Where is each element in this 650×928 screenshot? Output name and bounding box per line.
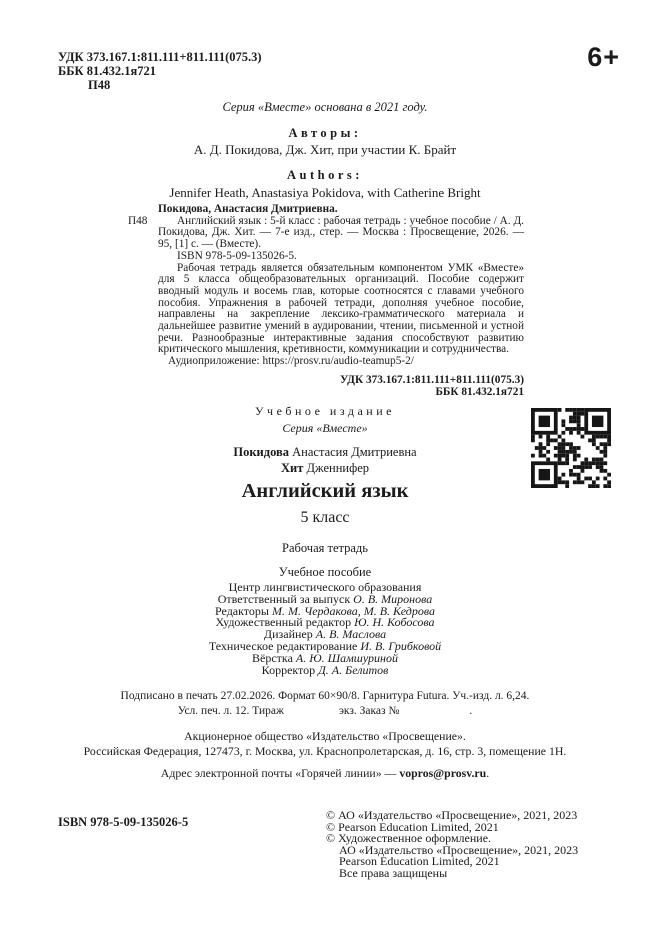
publisher-info: [0, 729, 650, 781]
print-info: [0, 689, 650, 718]
authors-ru: А. Д. Покидова, Дж. Хит, при участии К. Брайт: [193, 142, 457, 157]
biblio-entry: [128, 216, 524, 251]
annotation-text: Рабочая тетрадь является обязательным компонентом УМК «Вместе» для 5 класса общеобразовательных организаций. Пособие содержит вводный модуль и восемь глав, которые соотносятся с главами учебного пособия. Упражнения в рабочей тетради, дополняя учебное пособие, направлены на закрепление лексико-грамматического материала и дальнейшее развитие умений в аудировании, чтении, письменной и устной речи. Разнообразные интерактивные задания способствуют развитию критического мышления, кретивности, коммуникации и сотрудничества.: [158, 261, 524, 356]
udk-code-right: УДК 373.167.1:811.111+811.111(075.3): [340, 373, 524, 386]
book-title: Английский язык: [241, 480, 409, 502]
credit-line: Корректор Д. А. Белитов: [261, 662, 389, 677]
publisher-name: Акционерное общество «Издательство «Просвещение».: [184, 729, 466, 743]
footer-isbn: ISBN 978-5-09-135026-5: [58, 815, 189, 829]
copyright-line: АО «Издательство «Просвещение», 2021, 2023: [339, 842, 579, 857]
edition-authors: [0, 444, 650, 476]
publisher-email[interactable]: vopros@prosv.ru: [399, 766, 487, 780]
copyright-line: Pearson Education Limited, 2021: [339, 854, 500, 869]
edition-type-label: Учебное издание: [255, 404, 395, 418]
credit-line: Художественный редактор Ю. Н. Кобосова: [215, 615, 435, 630]
bbk-code-right: ББК 81.432.1я721: [435, 385, 524, 398]
credit-line: Ответственный за выпуск О. В. Миронова: [217, 591, 433, 606]
credit-line: Дизайнер А. В. Маслова: [263, 627, 387, 642]
print-info-line1: Подписано в печать 27.02.2026. Формат 60×90/8. Гарнитура Futura. Уч.-изд. л. 6,24.: [120, 690, 530, 702]
publisher-email-label: Адрес электронной почты «Горячей линии» —: [160, 766, 400, 780]
credits-center-name: Центр лингвистического образования: [228, 580, 422, 594]
publisher-email-line: Адрес электронной почты «Горячей линии» — vopros@prosv.ru.: [160, 766, 490, 780]
audio-app-url[interactable]: https://prosv.ru/audio-teamup5-2/: [262, 355, 414, 368]
credit-line: Редакторы М. М. Чердакова, М. В. Кедрова: [215, 603, 435, 618]
biblio-description: Английский язык : 5-й класс : рабочая тетрадь : учебное пособие / А. Д. Покидова, Дж. Хит. — 7-е изд., стер. — Москва : Просвещение, 2026. — 95, [1] с. — (Вместе).: [158, 214, 524, 251]
bibliographic-record: [128, 204, 524, 398]
book-code: П48: [88, 78, 111, 92]
copyright-line: © АО «Издательство «Просвещение», 2021, 2023: [326, 808, 578, 822]
authors-en-label: Authors:: [287, 168, 363, 182]
biblio-isbn: ISBN 978-5-09-135026-5.: [177, 249, 297, 262]
book-subtitle-workbook: Рабочая тетрадь: [282, 541, 368, 555]
biblio-code: П48: [128, 214, 148, 227]
age-rating-badge: 6+: [587, 42, 620, 72]
classification-codes: [58, 50, 262, 92]
series-note: Серия «Вместе» основана в 2021 году.: [222, 100, 428, 114]
staff-credits: [0, 582, 650, 676]
bbk-code: ББК 81.432.1я721: [58, 64, 156, 78]
copyright-line: © Pearson Education Limited, 2021: [326, 819, 499, 834]
book-subtitle-manual: Учебное пособие: [278, 565, 372, 579]
credit-line: Техническое редактирование И. В. Грибковой: [208, 638, 442, 653]
copyright-line: Все права защищены: [339, 865, 448, 880]
authors-ru-label: Авторы:: [288, 126, 362, 140]
edition-author-2: [0, 460, 650, 476]
edition-series: Серия «Вместе»: [282, 421, 368, 435]
udk-code: УДК 373.167.1:811.111+811.111(075.3): [58, 50, 262, 64]
copyright-block: [326, 810, 578, 880]
audio-app-label: Аудиоприложение:: [168, 355, 263, 368]
publisher-address: Российская Федерация, 127473, г. Москва, ул. Краснопролетарская, д. 16, стр. 3, помещение 1Н.: [83, 744, 567, 758]
authors-en: Jennifer Heath, Anastasiya Pokidova, with Catherine Bright: [169, 185, 481, 200]
print-info-line2: Усл. печ. л. 12. Тираж экз. Заказ № .: [177, 704, 473, 717]
copyright-line: © Художественное оформление.: [326, 831, 492, 846]
edition-author-1: [0, 444, 650, 460]
biblio-author-header: Покидова, Анастасия Дмитриевна.: [158, 203, 338, 215]
author1-surname: Покидова: [233, 445, 290, 459]
book-grade: 5 класс: [300, 509, 350, 526]
author2-surname: Хит: [280, 461, 304, 475]
author2-rest: Дженнифер: [303, 461, 369, 475]
audio-app-line: [158, 356, 524, 368]
credit-line: Вёрстка А. Ю. Шамшуриной: [252, 650, 398, 665]
author1-rest: Анастасия Дмитриевна: [289, 445, 417, 459]
